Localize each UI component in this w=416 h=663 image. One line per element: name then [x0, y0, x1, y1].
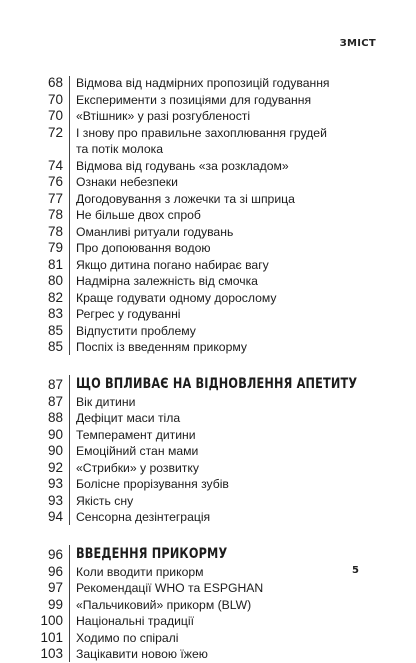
toc-entry[interactable] [30, 207, 380, 224]
entry-title: Якість сну [76, 493, 134, 508]
toc-block [30, 374, 380, 526]
page-number: 85 [47, 322, 63, 338]
page-number: 96 [47, 546, 63, 562]
section-header: ЗМІСТ [339, 38, 376, 49]
section-spacer [30, 356, 380, 374]
toc-entry[interactable] [30, 476, 380, 493]
toc-entry[interactable] [30, 443, 380, 460]
entry-title: Ознаки небезпеки [76, 175, 178, 189]
toc-block [30, 75, 380, 356]
page-footer-number: 5 [352, 565, 359, 576]
entry-title: Сенсорна дезінтеграція [76, 510, 211, 524]
entry-title: Дефіцит маси тіла [76, 411, 181, 425]
chapter-heading[interactable] [30, 544, 380, 564]
page-number: 76 [47, 174, 63, 189]
page-number: 94 [47, 509, 63, 524]
page-number: 90 [47, 443, 63, 458]
toc-entry[interactable] [30, 509, 380, 526]
page-number: 87 [47, 393, 63, 409]
toc-entry[interactable] [30, 141, 380, 158]
toc-entry[interactable] [30, 580, 380, 597]
entry-title: Поспіх із введенням прикорму [76, 340, 247, 354]
page-number: 96 [47, 563, 63, 579]
page-number: 88 [47, 410, 63, 425]
toc-block [30, 544, 380, 663]
entry-title: Темперамент дитини [76, 427, 196, 442]
toc-entry[interactable] [30, 460, 380, 477]
toc-entry[interactable] [30, 108, 380, 125]
page-number: 70 [47, 91, 63, 107]
toc-entry[interactable] [30, 92, 380, 109]
entry-title: Надмірна залежність від смочка [76, 274, 258, 288]
entry-title: «Втішник» у разі розгубленості [76, 109, 251, 123]
page-number: 78 [47, 207, 63, 222]
toc-entry[interactable] [30, 224, 380, 241]
entry-title: Коли вводити прикорм [76, 564, 204, 579]
page-number: 80 [47, 273, 63, 288]
page-number: 100 [40, 613, 63, 628]
entry-title: Відмова від надмірних пропозицій годування [76, 76, 330, 90]
toc-entry[interactable] [30, 125, 380, 142]
toc-entry[interactable] [30, 174, 380, 191]
chapter-heading[interactable] [30, 374, 380, 394]
toc-entry[interactable] [30, 75, 380, 92]
page-number: 97 [47, 580, 63, 595]
entry-title: Болісне прорізування зубів [76, 477, 229, 491]
page-number: 79 [47, 240, 63, 255]
toc-entry[interactable] [30, 564, 380, 581]
entry-title: Якщо дитина погано набирає вагу [76, 257, 269, 272]
page-number: 93 [47, 492, 63, 508]
toc-entry[interactable] [30, 597, 380, 614]
page-number: 74 [47, 157, 63, 173]
entry-title: І знову про правильне захоплювання грудей [76, 125, 327, 140]
entry-title: Краще годувати одному дорослому [76, 290, 277, 305]
entry-title: Відпустити проблему [76, 323, 196, 338]
entry-title: та потік молока [76, 142, 164, 156]
page-number: 81 [47, 256, 63, 272]
section-spacer [30, 526, 380, 544]
entry-title: Національні традиції [76, 614, 194, 628]
toc-entry[interactable] [30, 290, 380, 307]
page-number: 92 [47, 459, 63, 475]
entry-title: Ходимо по спіралі [76, 630, 179, 645]
table-of-contents [30, 75, 380, 663]
toc-entry[interactable] [30, 427, 380, 444]
page-number: 87 [47, 376, 63, 392]
entry-title: Вік дитини [76, 394, 136, 409]
toc-entry[interactable] [30, 410, 380, 427]
chapter-title: ВВЕДЕННЯ ПРИКОРМУ [76, 545, 228, 562]
entry-title: Рекомендації WHO та ESPGHAN [76, 581, 264, 595]
page-number: 90 [47, 426, 63, 442]
toc-entry[interactable] [30, 323, 380, 340]
page-number: 103 [40, 646, 63, 661]
page-number: 101 [40, 629, 63, 645]
toc-entry[interactable] [30, 646, 380, 663]
entry-title: Емоційний стан мами [76, 444, 199, 458]
toc-entry[interactable] [30, 240, 380, 257]
page-number: 77 [47, 190, 63, 206]
toc-entry[interactable] [30, 191, 380, 208]
entry-title: Відмова від годувань «за розкладом» [76, 158, 289, 173]
entry-title: «Пальчиковий» прикорм (BLW) [76, 597, 252, 612]
page-number: 99 [47, 596, 63, 612]
toc-entry[interactable] [30, 493, 380, 510]
entry-title: Оманливі ритуали годувань [76, 224, 234, 239]
page-number: 72 [47, 124, 63, 140]
entry-title: Не більше двох спроб [76, 208, 201, 222]
page-number: 82 [47, 289, 63, 305]
page-number: 83 [47, 306, 63, 321]
page-number: 85 [47, 339, 63, 354]
entry-title: Експерименти з позиціями для годування [76, 92, 312, 107]
toc-entry[interactable] [30, 630, 380, 647]
entry-title: Регрес у годуванні [76, 307, 181, 321]
entry-title: Зацікавити новою їжею [76, 647, 208, 661]
page-number: 78 [47, 223, 63, 239]
toc-entry[interactable] [30, 613, 380, 630]
toc-entry[interactable] [30, 339, 380, 356]
toc-entry[interactable] [30, 257, 380, 274]
entry-title: «Стрибки» у розвитку [76, 460, 199, 475]
page-number: 93 [47, 476, 63, 491]
page-number: 70 [47, 108, 63, 123]
toc-entry[interactable] [30, 394, 380, 411]
page-number: 68 [47, 75, 63, 90]
chapter-title: ЩО ВПЛИВАЄ НА ВІДНОВЛЕННЯ АПЕТИТУ [76, 375, 358, 392]
entry-title: Про допоювання водою [76, 241, 211, 255]
toc-entry[interactable] [30, 306, 380, 323]
toc-entry[interactable] [30, 273, 380, 290]
toc-entry[interactable] [30, 158, 380, 175]
entry-title: Догодовування з ложечки та зі шприца [76, 191, 295, 206]
